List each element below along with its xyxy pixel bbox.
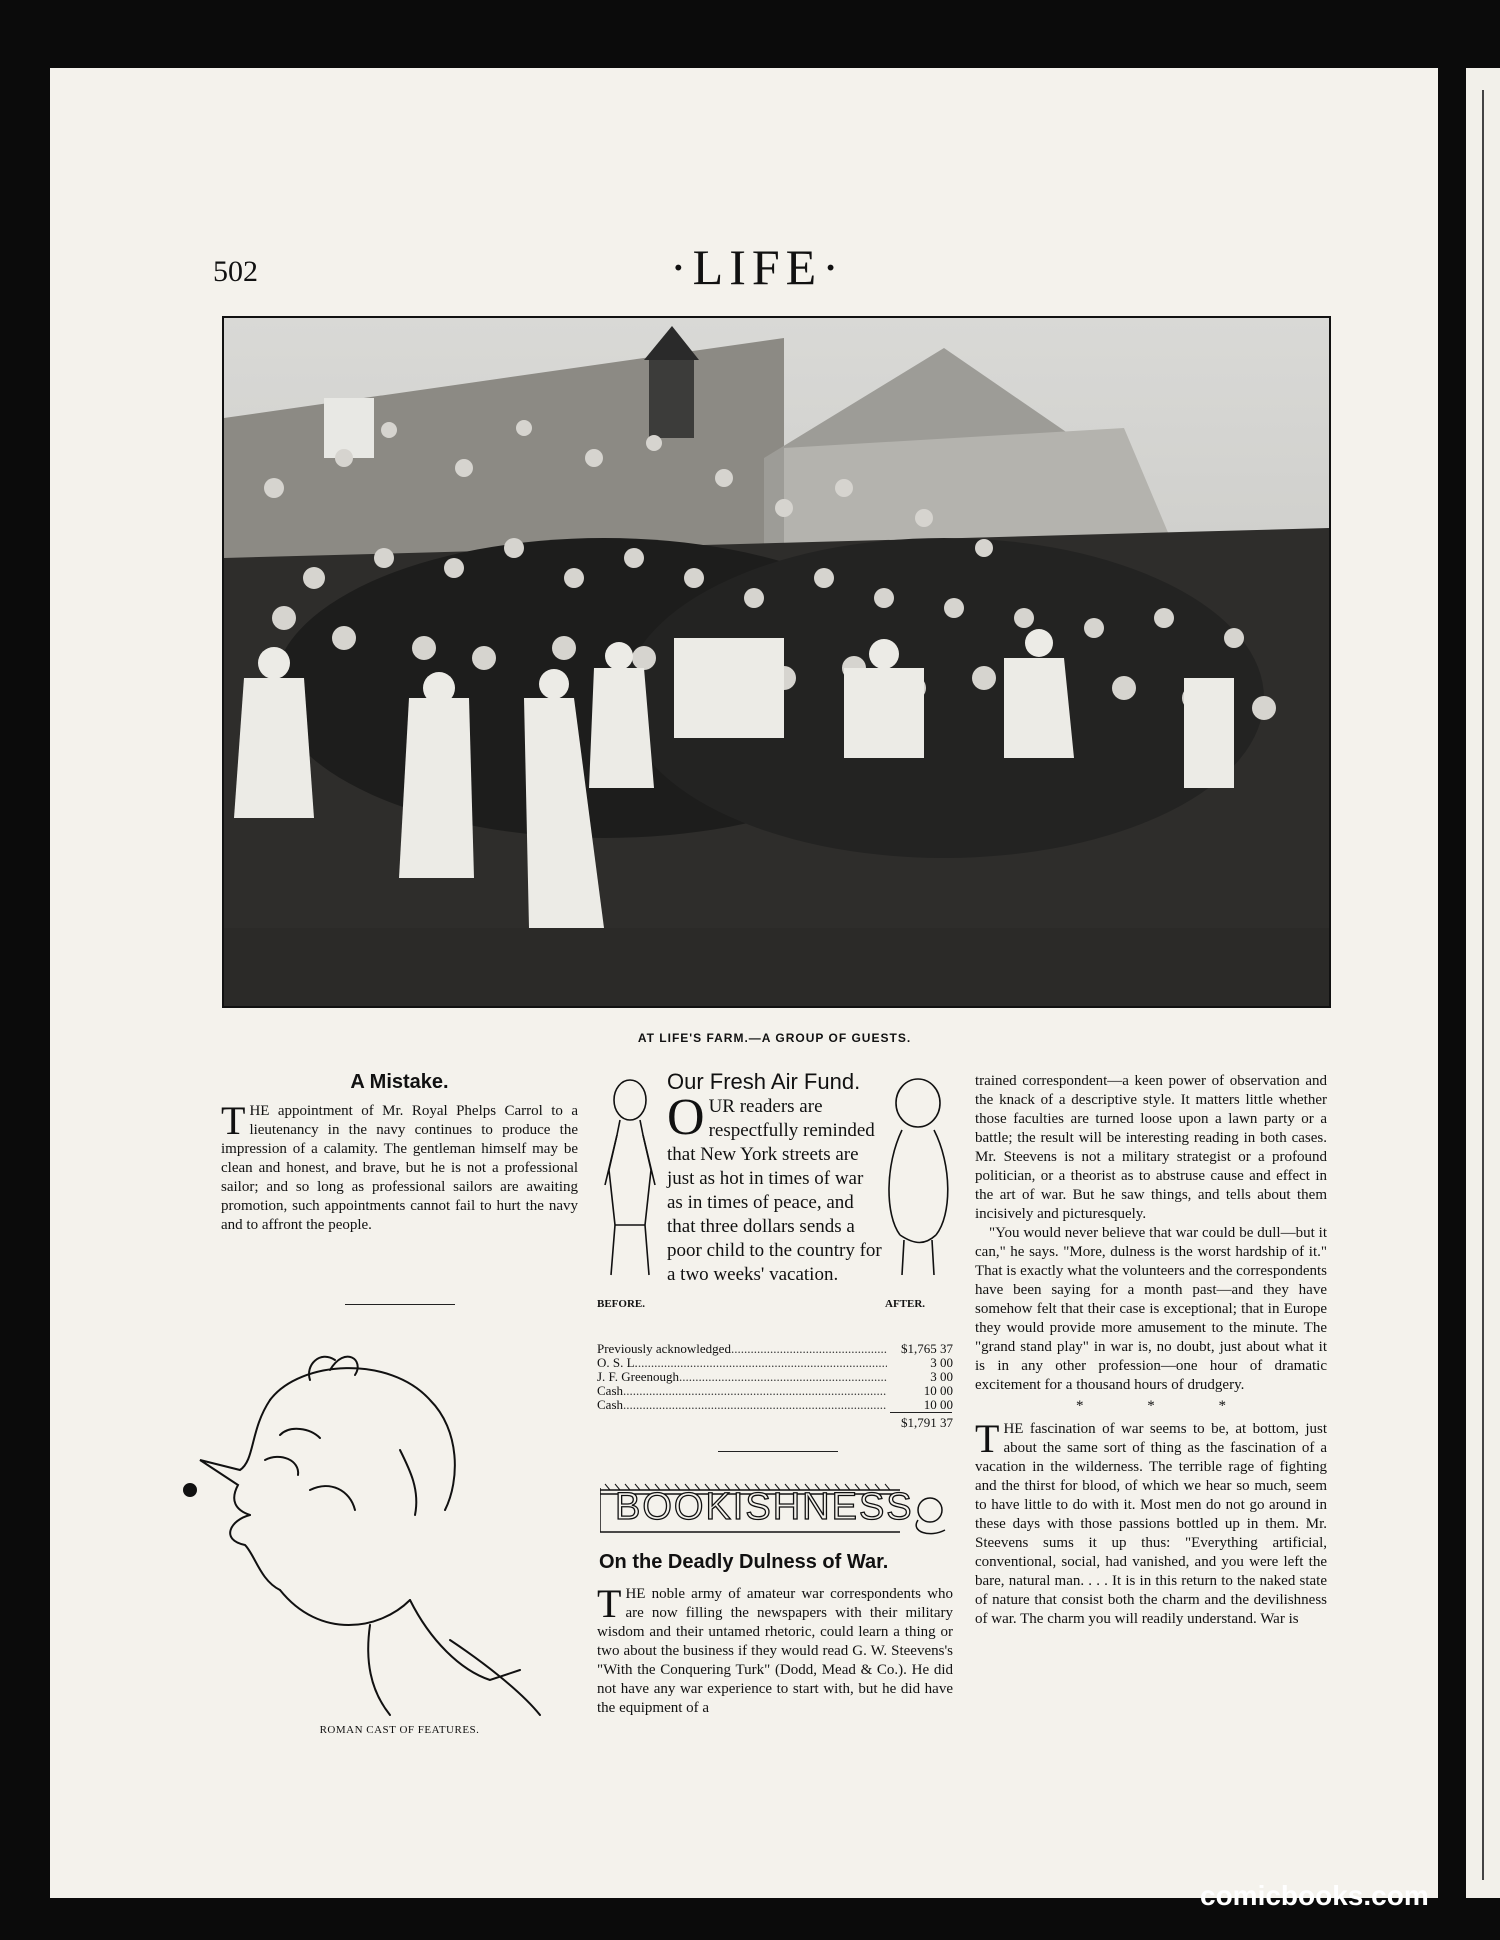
leader-dots <box>623 1398 887 1412</box>
war-article-continued <box>975 1072 1327 1629</box>
mistake-article <box>221 1073 578 1235</box>
war-paragraph <box>597 1581 953 1718</box>
mistake-paragraph <box>221 1098 578 1235</box>
war-body: HE noble army of amateur war correspondents who are now filling the newspapers with their military wisdom and their untamed rhetoric, could learn a thing or two about the business if they would read G. W. Steevens's "With the Conquering Turk" (Dodd, Mead & Co.). He did not have any war experience to start with, but he did have the equipment of a <box>597 1586 953 1716</box>
total-rule <box>890 1412 952 1413</box>
ledger-amount: 10 00 <box>923 1383 953 1398</box>
ledger-name: Cash <box>597 1397 623 1412</box>
divider <box>345 1304 455 1305</box>
ledger-row <box>597 1356 953 1370</box>
group-photo <box>222 316 1331 1008</box>
fund-body: UR readers are respectfully reminded that New York streets are just as hot in times of war as in times of peace, and that three dollars sends a poor child to the country for a two weeks' vacation. <box>667 1096 882 1285</box>
drop-cap: T <box>221 1098 246 1143</box>
bookishness-title: BOOKISHNESS <box>615 1486 914 1528</box>
site-watermark: comicbooks.com <box>1200 1880 1429 1911</box>
ledger-row <box>597 1384 953 1398</box>
caricature-caption: ROMAN CAST OF FEATURES. <box>319 1724 480 1736</box>
col3-paragraph-3 <box>975 1416 1327 1629</box>
photo-caption: AT LIFE'S FARM.—A GROUP OF GUESTS. <box>637 1031 912 1045</box>
next-page-rule <box>1482 90 1484 1880</box>
ledger-total: $1,791 37 <box>901 1415 953 1430</box>
ledger-name: J. F. Greenough <box>597 1369 680 1384</box>
fund-paragraph <box>667 1089 883 1287</box>
drop-cap: T <box>975 1416 1000 1461</box>
label-before: BEFORE. <box>597 1298 645 1310</box>
ledger-name: O. S. L. <box>597 1355 638 1370</box>
leader-dots <box>623 1384 887 1398</box>
page-number: 502 <box>213 255 258 288</box>
divider <box>718 1451 838 1452</box>
ledger-name: Previously acknowledged <box>597 1341 731 1356</box>
fund-ledger <box>597 1342 953 1412</box>
drop-cap: O <box>667 1089 705 1146</box>
drop-cap: T <box>597 1581 622 1626</box>
section-stars: * * * <box>1076 1398 1256 1414</box>
masthead-title: ·LIFE· <box>670 239 845 295</box>
col3-paragraph-2: "You would never believe that war could be dull—but it can," he says. "More, dulness is the worst hardship of it." That is exactly what the volunteers and the correspondents have been saying for a month past—and they have somehow felt that their case is exceptional; that in Europe they would provide more amusement to the minute. The "grand stand play" in war is, no doubt, just about what it is in any other profession—one hour of dramatic excitement for a thousand hours of drudgery. <box>975 1225 1327 1393</box>
leader-dots <box>679 1370 887 1384</box>
ledger-amount: 10 00 <box>923 1397 953 1412</box>
label-after: AFTER. <box>885 1298 926 1310</box>
ledger-name: Cash <box>597 1383 623 1398</box>
war-article-title: On the Deadly Dulness of War. <box>599 1551 889 1573</box>
leader-dots <box>638 1356 887 1370</box>
mistake-body: HE appointment of Mr. Royal Phelps Carrol to a lieutenancy in the navy continues to produce the impression of a calamity. The gentleman himself may be clean and honest, and brave, but he is not a professional sailor; and so long as professional sailors are awaiting promotion, such appointments cannot fail to hurt the navy and to affront the people. <box>221 1103 578 1233</box>
war-article-start <box>597 1581 953 1718</box>
ledger-row <box>597 1342 953 1356</box>
fresh-air-fund <box>597 1069 953 1287</box>
ledger-amount: $1,765 37 <box>901 1341 953 1356</box>
leader-dots <box>731 1342 887 1356</box>
roman-profile-caricature <box>160 1340 580 1720</box>
fund-title: Our Fresh Air Fund. <box>667 1069 861 1094</box>
mistake-title: A Mistake. <box>350 1071 449 1093</box>
ledger-row <box>597 1370 953 1384</box>
col3-body-3: HE fascination of war seems to be, at bottom, just about the same sort of thing as the fascination of a vacation in the wilderness. The terrible rage of fighting and the thirst for blood, of which we hear so much, seem to have little to do with it. Most men do not go around in these days with those passions bottled up in them. Mr. Steevens sums it up thus: "Everything artificial, conventional, social, had vanished, and you were left the bare, natural man. . . . It is in this return to the naked state of nature that consist both the charm and the devilishness of war. The charm you will readily understand. War is <box>975 1421 1327 1627</box>
ledger-amount: 3 00 <box>930 1369 953 1384</box>
ledger-row <box>597 1398 953 1412</box>
col3-paragraph-1: trained correspondent—a keen power of observation and the knack of a descriptive style. It matters little whether those faculties are turned loose upon a lawn party or a battle; the result will be interesting reading in both cases. Mr. Steevens is not a military strategist or a profound politician, or a theorist as to abstruse cause and effect in the art of war. But he saw things, and tells about them incisively and picturesquely. <box>975 1073 1327 1222</box>
ledger-amount: 3 00 <box>930 1355 953 1370</box>
